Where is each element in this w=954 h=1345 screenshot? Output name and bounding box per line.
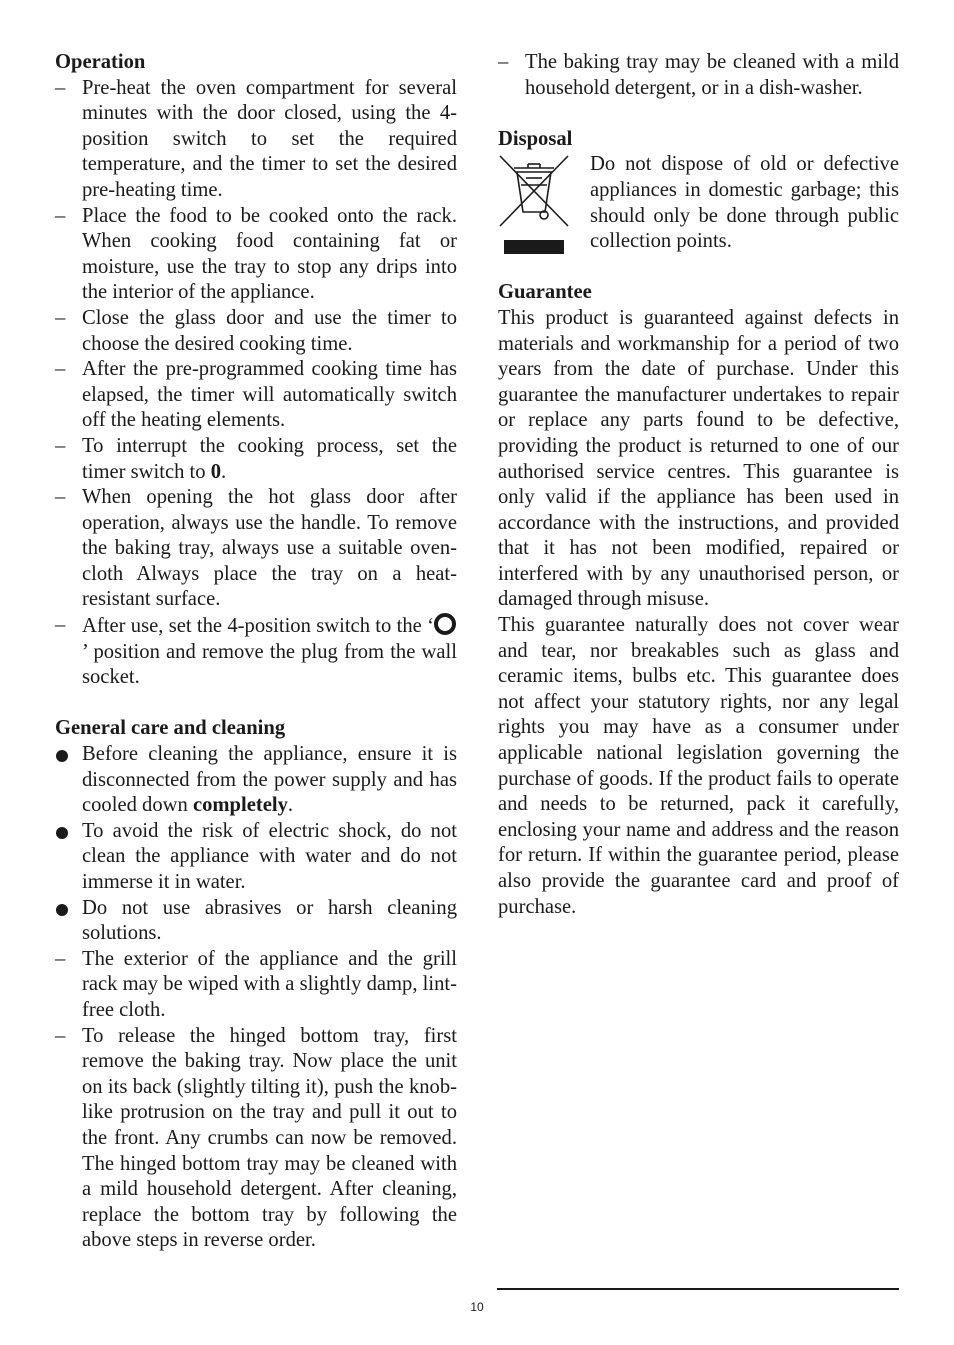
list-item: – Close the glass door and use the timer to choose the desired cooking time.: [55, 306, 457, 355]
dash-marker: –: [55, 1024, 66, 1047]
list-item: – The baking tray may be cleaned with a mild household detergent, or in a dish-washer.: [498, 51, 899, 99]
list-item: Before cleaning the appliance, ensure it is disconnected from the power supply and has cooled down completely.: [55, 742, 457, 819]
disposal-text: Do not dispose of old or defective appliances in domestic garbage; this should only be done through public collection points.: [590, 153, 899, 253]
disposal-heading: Disposal: [498, 127, 573, 150]
bullet-icon: [56, 827, 68, 839]
dash-marker: –: [498, 51, 509, 73]
care-heading: General care and cleaning: [55, 717, 286, 740]
page-number: 10: [470, 1300, 484, 1314]
dash-marker: –: [55, 434, 66, 457]
list-item: – The exterior of the appliance and the grill rack may be wiped with a slightly damp, lint-free cloth.: [55, 947, 457, 1021]
list-item: – Place the food to be cooked onto the rack. When cooking food containing fat or moisture, use the tray to stop any drips into the interior of the appliance.: [55, 204, 457, 304]
off-position-icon: [434, 613, 456, 635]
list-item: – To interrupt the cooking process, set the timer switch to 0.: [55, 434, 457, 483]
operation-heading: Operation: [55, 51, 146, 73]
guarantee-paragraph-1: This product is guaranteed against defects in materials and workmanship for a period of two years from the date of purchase. Under this guarantee the manufacturer undertakes to repair or replace any parts found to be defective, providing the product is returned to one of our authorised service centres. This guarantee is only valid if the appliance has been used in accordance with the instructions, and provided that it has not been modified, repaired or interfered with by any unauthorised person, or damaged through misuse.: [498, 306, 899, 611]
footer-divider: [497, 1288, 899, 1290]
list-item: – Pre-heat the oven compartment for several minutes with the door closed, using the 4-position switch to set the required temperature, and the timer to set the desired pre-heating time.: [55, 76, 457, 201]
right-column: [498, 50, 899, 920]
guarantee-heading: Guarantee: [498, 281, 592, 304]
tray-list: [498, 50, 899, 101]
bullet-icon: [56, 750, 68, 762]
dash-marker: –: [55, 204, 66, 227]
dash-marker: –: [55, 947, 66, 970]
operation-list: [55, 76, 457, 691]
guarantee-paragraph-2: This guarantee naturally does not cover wear and tear, nor breakables such as glass and ceramic items, bulbs etc. This guarantee does not affect your statutory rights, nor any legal rights you may have as a consumer under applicable national legislation governing the purchase of goods. If the product fails to operate and needs to be returned, pack it carefully, enclosing your name and address and the reason for return. If within the guarantee period, please also provide the guarantee card and proof of purchase.: [498, 614, 899, 918]
timer-zero: 0: [210, 460, 221, 483]
dash-marker: –: [55, 306, 66, 329]
dash-marker: –: [55, 486, 66, 509]
dash-marker: –: [55, 76, 66, 99]
list-item: Do not use abrasives or harsh cleaning solutions.: [55, 896, 457, 947]
list-item: – After the pre-programmed cooking time has elapsed, the timer will automatically switch off the heating elements.: [55, 358, 457, 432]
dash-marker: –: [55, 614, 66, 637]
list-item: To avoid the risk of electric shock, do not clean the appliance with water and do not immerse it in water.: [55, 819, 457, 896]
left-column: [55, 50, 457, 1254]
list-item: – After use, set the 4-position switch to the ‘’ position and remove the plug from the wall socket.: [55, 614, 457, 689]
list-item: – To release the hinged bottom tray, first remove the baking tray. Now place the unit on its back (slightly tilting it), push the knob-like protrusion on the tray and pull it out to the front. Any crumbs can now be removed. The hinged bottom tray may be cleaned with a mild household detergent. After cleaning, replace the bottom tray by following the above steps in reverse order.: [55, 1024, 457, 1252]
bullet-icon: [56, 904, 68, 916]
care-list: [55, 742, 457, 1254]
crossed-out-wheelie-bin-icon: [498, 154, 570, 254]
disposal-section: [498, 152, 899, 254]
dash-marker: –: [55, 358, 66, 381]
list-item: – When opening the hot glass door after operation, always use the handle. To remove the baking tray, always use a suitable oven-cloth Always place the tray on a heat-resistant surface.: [55, 486, 457, 611]
